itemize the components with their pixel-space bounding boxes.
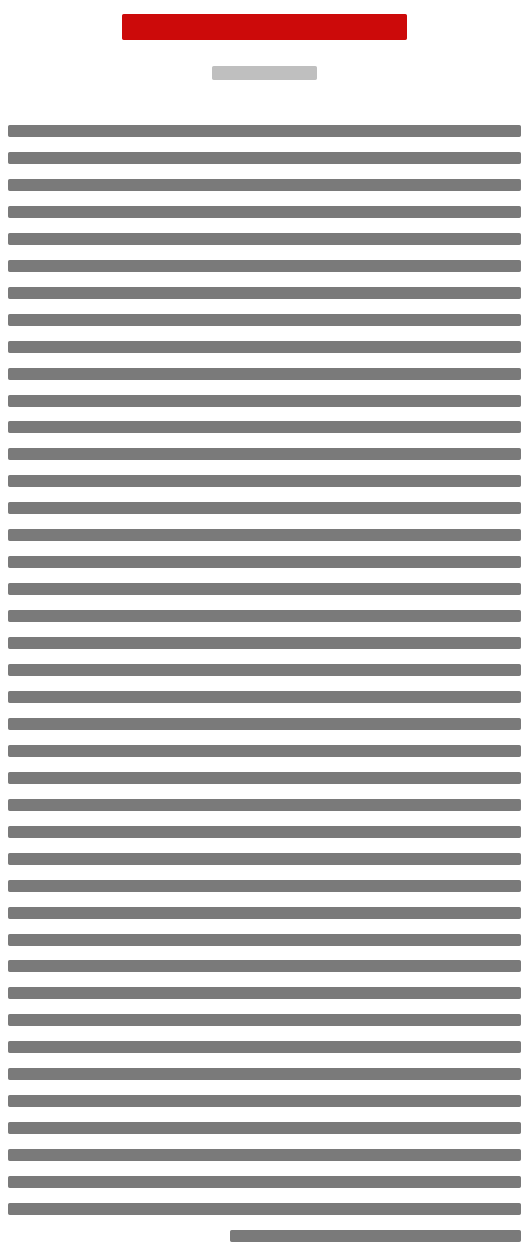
article-line xyxy=(8,1176,521,1188)
article-line xyxy=(8,368,521,380)
article-line xyxy=(8,529,521,541)
article-line xyxy=(8,475,521,487)
article-line xyxy=(8,125,521,137)
article-line xyxy=(8,610,521,622)
article-line xyxy=(8,206,521,218)
article-line xyxy=(8,395,521,407)
article-line xyxy=(8,1068,521,1080)
article-line xyxy=(8,1014,521,1026)
article-line xyxy=(8,745,521,757)
article-line xyxy=(8,718,521,730)
article-line xyxy=(8,691,521,703)
article-line xyxy=(230,1230,521,1242)
article-line xyxy=(8,556,521,568)
article-line xyxy=(8,341,521,353)
article-line xyxy=(8,987,521,999)
article-line xyxy=(8,1041,521,1053)
article-line xyxy=(8,637,521,649)
article-line xyxy=(8,907,521,919)
article-line xyxy=(8,664,521,676)
article-line xyxy=(8,799,521,811)
article-line xyxy=(8,179,521,191)
article-line xyxy=(8,152,521,164)
article-line xyxy=(8,583,521,595)
article-line xyxy=(8,448,521,460)
article-line xyxy=(8,934,521,946)
article-line xyxy=(8,314,521,326)
article-line xyxy=(8,1149,521,1161)
article-line xyxy=(8,502,521,514)
article-line xyxy=(8,421,521,433)
article-line xyxy=(8,1203,521,1215)
article-line xyxy=(8,260,521,272)
article-line xyxy=(8,287,521,299)
headline-block xyxy=(0,0,529,56)
author-byline xyxy=(212,64,317,82)
article-line xyxy=(8,826,521,838)
article-line xyxy=(8,233,521,245)
article-headline xyxy=(122,14,407,40)
article-line xyxy=(8,880,521,892)
article-line xyxy=(8,1122,521,1134)
article-line xyxy=(8,960,521,972)
article-line xyxy=(8,1095,521,1107)
article-line xyxy=(8,772,521,784)
article-line xyxy=(8,853,521,865)
